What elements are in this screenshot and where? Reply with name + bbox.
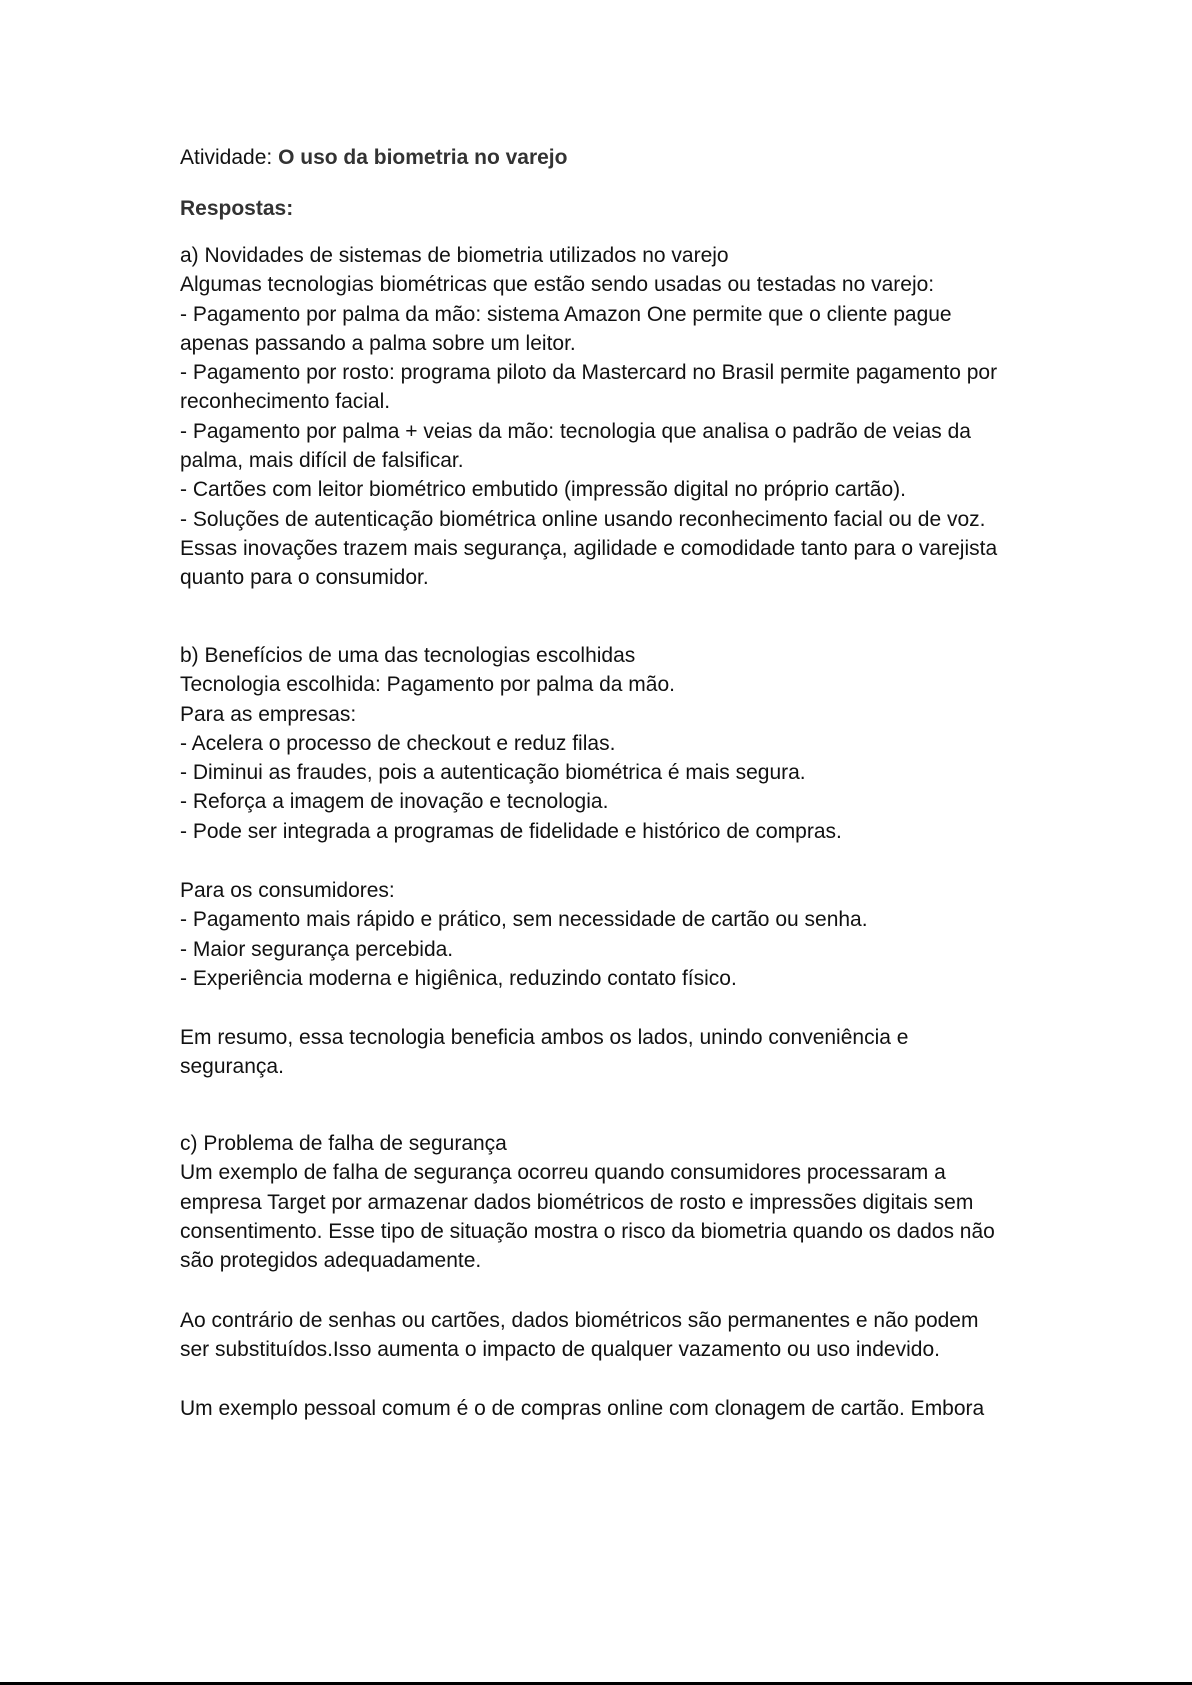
text-line: - Pode ser integrada a programas de fidelidade e histórico de compras.	[180, 819, 842, 843]
text-line: Algumas tecnologias biométricas que estão sendo usadas ou testadas no varejo:	[180, 273, 935, 297]
text-line: segurança.	[180, 1055, 284, 1079]
title-label: Atividade:	[180, 146, 273, 169]
text-line: - Acelera o processo de checkout e reduz filas.	[180, 731, 616, 755]
text-line: c) Problema de falha de segurança	[180, 1132, 507, 1155]
text-line: Um exemplo de falha de segurança ocorreu quando consumidores processaram a	[180, 1161, 946, 1185]
text-line: Ao contrário de senhas ou cartões, dados biométricos são permanentes e não podem	[180, 1309, 979, 1332]
section-a	[180, 241, 1080, 593]
text-line: apenas passando a palma sobre um leitor.	[180, 331, 576, 355]
document-title	[180, 143, 1080, 172]
section-c-paragraph-2	[180, 1306, 1080, 1365]
text-line: Em resumo, essa tecnologia beneficia ambos os lados, unindo conveniência e	[180, 1026, 909, 1049]
text-line: Para os consumidores:	[180, 879, 395, 902]
text-line: ser substituídos.Isso aumenta o impacto de qualquer vazamento ou uso indevido.	[180, 1338, 940, 1362]
text-line: - Diminui as fraudes, pois a autenticação biométrica é mais segura.	[180, 761, 806, 785]
section-c	[180, 1129, 1080, 1275]
text-line: são protegidos adequadamente.	[180, 1249, 482, 1273]
title-value: O uso da biometria no varejo	[278, 146, 568, 169]
text-line: quanto para o consumidor.	[180, 566, 429, 590]
text-line: - Maior segurança percebida.	[180, 937, 454, 961]
text-line: - Reforça a imagem de inovação e tecnologia.	[180, 790, 609, 814]
text-line: - Experiência moderna e higiênica, reduzindo contato físico.	[180, 966, 737, 990]
section-b-consumers	[180, 876, 1080, 993]
text-line: Tecnologia escolhida: Pagamento por palma da mão.	[180, 673, 675, 697]
text-line: consentimento. Esse tipo de situação mostra o risco da biometria quando os dados não	[180, 1219, 995, 1243]
text-line: reconhecimento facial.	[180, 390, 391, 414]
text-line: palma, mais difícil de falsificar.	[180, 449, 464, 473]
text-line: - Pagamento por palma + veias da mão: tecnologia que analisa o padrão de veias da	[180, 419, 971, 443]
text-line: b) Benefícios de uma das tecnologias escolhidas	[180, 644, 636, 667]
text-line: Para as empresas:	[180, 702, 357, 726]
text-line: - Pagamento por palma da mão: sistema Amazon One permite que o cliente pague	[180, 302, 952, 326]
text-line: - Cartões com leitor biométrico embutido (impressão digital no próprio cartão).	[180, 478, 906, 502]
text-line: a) Novidades de sistemas de biometria utilizados no varejo	[180, 244, 729, 267]
section-b	[180, 641, 1080, 846]
section-c-paragraph-3	[180, 1394, 1080, 1423]
answers-heading: Respostas:	[180, 197, 294, 220]
text-line: empresa Target por armazenar dados biométricos de rosto e impressões digitais sem	[180, 1190, 974, 1214]
text-line: - Pagamento por rosto: programa piloto da Mastercard no Brasil permite pagamento por	[180, 361, 998, 385]
text-line: Um exemplo pessoal comum é o de compras online com clonagem de cartão. Embora	[180, 1397, 985, 1420]
section-b-summary	[180, 1023, 1080, 1082]
text-line: Essas inovações trazem mais segurança, agilidade e comodidade tanto para o varejista	[180, 536, 998, 560]
text-line: - Soluções de autenticação biométrica online usando reconhecimento facial ou de voz.	[180, 507, 986, 531]
text-line: - Pagamento mais rápido e prático, sem necessidade de cartão ou senha.	[180, 908, 868, 932]
